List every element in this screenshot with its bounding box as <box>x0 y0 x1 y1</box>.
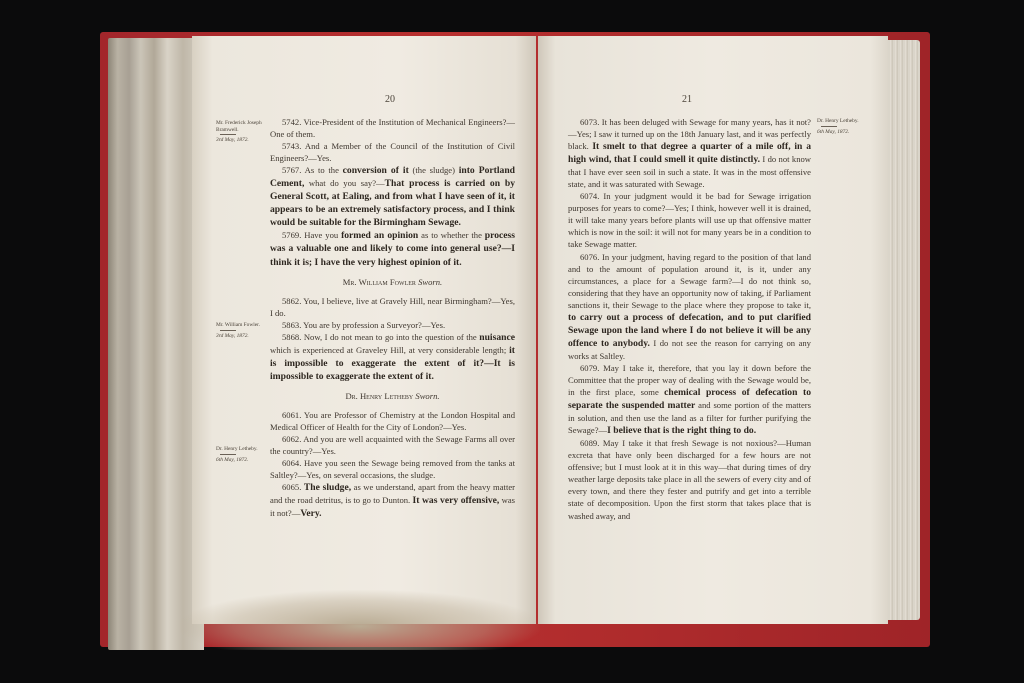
paragraph: 6073. It has been deluged with Sewage for many years, has it not?—Yes; I saw it turned up on the 18th January last, and it was perfectly black. It smelt to that degree a quarter of a mile off, in a high wind, that I could smell it quite distinctly. I do not know that I have ever seen soil in such a state. It was in the most offensive state, and it was saturated with Sewage. <box>568 117 811 190</box>
paragraph: 6076. In your judgment, having regard to the position of that land and to the amount of population around it, is it, under any circumstances, a place for a Sewage farm?—I do not think so, considering that they have an opportunity now of taking, if Parliament sanctions it, their Sewage to the place where they propose to take it, to carry out a process of defecation, and to put clarified Sewage upon the land where I do not believe it will be any offence to anybody. I do not see the reason for carrying on any works at Saltley. <box>568 251 811 361</box>
paragraph: 6062. And you are well acquainted with the Sewage Farms all over the country?—Yes. <box>270 434 515 457</box>
page-stain <box>180 590 540 650</box>
margin-note-name: Mr. William Fowler. <box>216 322 261 328</box>
page-number: 20 <box>385 94 395 105</box>
paragraph: 6064. Have you seen the Sewage being removed from the tanks at Saltley?—Yes, on several occasions, the sludge. <box>270 458 515 481</box>
margin-note-date: 3rd May, 1872. <box>216 332 249 339</box>
margin-note <box>216 120 262 144</box>
witness-heading: Mr. William Fowler Sworn. <box>342 276 443 287</box>
margin-note-name: Mr. Frederick Joseph Bramwell. <box>216 120 262 133</box>
left-page <box>192 36 536 624</box>
page-text <box>568 116 811 522</box>
witness-heading: Dr. Henry Letheby Sworn. <box>345 390 440 401</box>
margin-note-date: 3rd May, 1872. <box>216 137 249 144</box>
paragraph: 5767. As to the conversion of it (the sludge) into Portland Cement, what do you say?—That process is carried on by General Scott, at Ealing, and from what I have seen of it, it appears to be an extremely satisfactory process, and I think would be suitable for the Birmingham Sewage. <box>270 165 515 229</box>
page-edges-right <box>884 40 920 620</box>
paragraph: 5742. Vice-President of the Institution of Mechanical Engineers?—One of them. <box>270 117 515 140</box>
paragraph: 5863. You are by profession a Surveyor?—Yes. <box>282 319 446 330</box>
page-edges-left <box>108 38 204 650</box>
paragraph: 6065. The sludge, as we understand, apart from the heavy matter and the road detritus, is to go to Dunton. It was very offensive, was it not?—Very. <box>270 482 516 520</box>
paragraph: 5769. Have you formed an opinion as to whether the process was a valuable one and likely to come into general use?—I think it is; I have the very highest opinion of it. <box>270 230 515 268</box>
page-number: 21 <box>682 94 692 105</box>
right-page <box>538 36 888 624</box>
paragraph: 6079. May I take it, therefore, that you lay it down before the Committee that the proper way of dealing with the Sewage would be, in the first place, some chemical process of defecation to separate the suspended matter and some portion of the matters in solution, and then use the land as a filter for further purifying the Sewage?—I believe that is the right thing to do. <box>568 362 811 437</box>
page-text <box>270 116 515 520</box>
margin-note-name: Dr. Henry Letheby. <box>817 118 859 124</box>
margin-note <box>817 118 861 135</box>
paragraph: 5862. You, I believe, live at Gravely Hill, near Birmingham?—Yes, I do. <box>270 295 515 318</box>
paragraph: 6074. In your judgment would it be bad for Sewage irrigation purposes for years to come?—Yes; I think, however well it is drained, it will take many years before plants will use up that offensive matter which is now in the soil: it will not for many years be in a condition to take Sewage matter. <box>568 191 811 250</box>
paragraph: 5868. Now, I do not mean to go into the question of the nuisance which is experienced at Graveley Hill, at very considerable length; it is impossible to exaggerate the extent of it?—It is impossible to exaggerate the extent of it. <box>270 331 515 382</box>
margin-note <box>216 322 262 339</box>
margin-note-date: 6th May, 1872. <box>817 128 850 135</box>
paragraph: 6061. You are Professor of Chemistry at the London Hospital and Medical Officer of Health for the City of London?—Yes. <box>270 409 515 433</box>
margin-note-name: Dr. Henry Letheby. <box>216 446 258 452</box>
margin-note-date: 6th May, 1872. <box>216 456 249 463</box>
paragraph: 6089. May I take it that fresh Sewage is not noxious?—Human excreta that have only been discharged for a few hours are not offensive; but I must look at it in this way—that during times of dry weather large deposits take place in all the sewers of every city and of every town, and there they fester and putrify and get into a terrible state of decomposition. Upon the first storm that takes place that is washed away, and <box>568 438 811 521</box>
margin-note <box>216 446 262 463</box>
paragraph: 5743. And a Member of the Council of the Institution of Civil Engineers?—Yes. <box>270 141 515 164</box>
